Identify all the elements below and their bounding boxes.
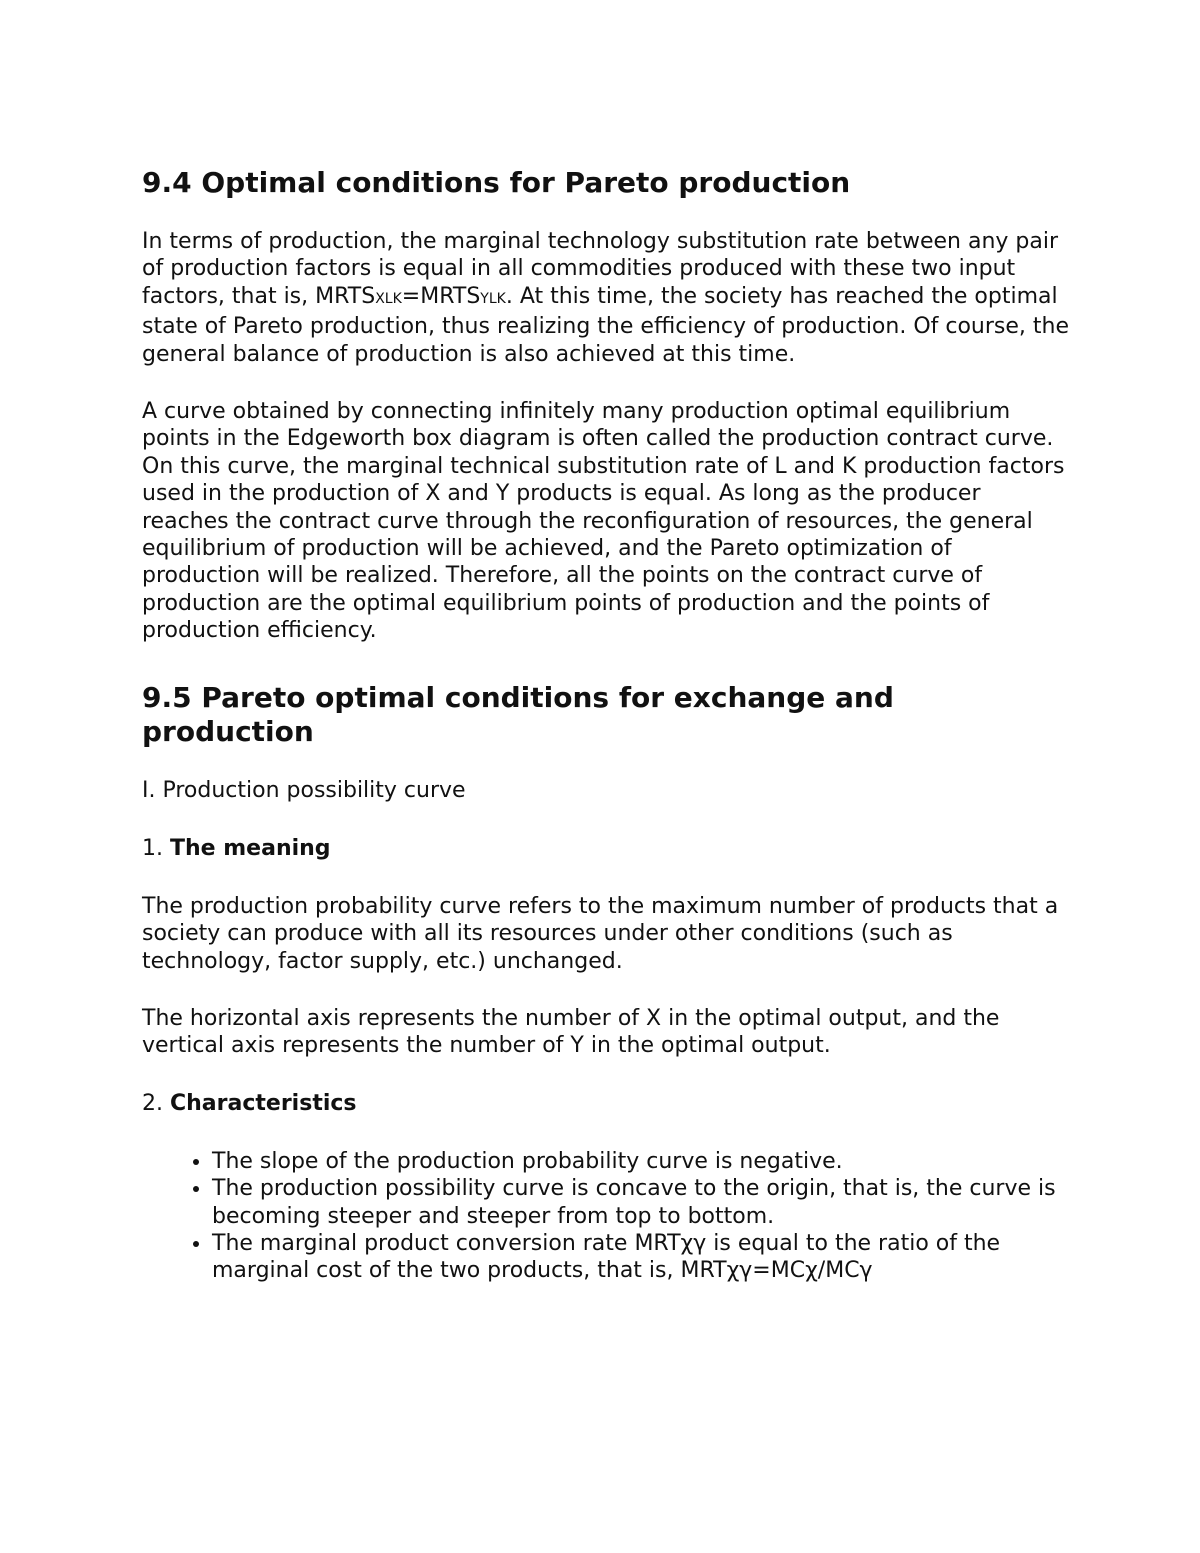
subscript-xlk: XLK — [375, 290, 402, 307]
item-number: 1. — [142, 835, 163, 861]
equals-text: =MRTS — [401, 283, 481, 309]
item-title: Characteristics — [170, 1090, 357, 1116]
item-meaning-heading — [142, 835, 1072, 863]
characteristics-list — [142, 1148, 1072, 1285]
paragraph-production-conditions — [142, 228, 1072, 368]
section-heading-9-4: 9.4 Optimal conditions for Pareto production — [142, 166, 851, 199]
item-title: The meaning — [170, 835, 331, 861]
paragraph-contract-curve: A curve obtained by connecting infinitely many production optimal equilibrium points in the Edgeworth box diagram is often called the production contract curve. On this curve, the marginal technical substitution rate of L and K production factors used in the production of X and Y products is equal. As long as the producer reaches the contract curve through the reconfiguration of resources, the general equilibrium of production will be achieved, and the Pareto optimization of production will be realized. Therefore, all the points on the contract curve of production are the optimal equilibrium points of production and the points of production efficiency. — [142, 399, 1065, 644]
list-item: • The production possibility curve is concave to the origin, that is, the curve is becoming steeper and steeper from top to bottom. — [212, 1175, 1072, 1230]
document-page — [142, 166, 1072, 1285]
list-item: • The marginal product conversion rate MRTχγ is equal to the ratio of the marginal cost of the two products, that is, MRTχγ=MCχ/MCγ — [212, 1230, 1072, 1285]
subscript-ylk: YLK — [480, 290, 506, 307]
paragraph-text: In terms of production, the marginal technology substitution rate between any pair of production factors is equal in all commodities produced with these two input factors, that is, MRTS — [142, 229, 1058, 309]
paragraph-text-cont: . At this time, the society has reached the optimal state of Pareto production, thus realizing the efficiency of production. Of course, the general balance of production is also achieved at this time. — [142, 283, 1070, 367]
subheading-production-possibility: I. Production possibility curve — [142, 777, 466, 803]
list-item: • The slope of the production probability curve is negative. — [212, 1148, 1072, 1175]
paragraph-meaning-1: The production probability curve refers to the maximum number of products that a society can produce with all its resources under other conditions (such as technology, factor supply, etc.) unchanged. — [142, 893, 1059, 974]
paragraph-meaning-2: The horizontal axis represents the number of X in the optimal output, and the vertical axis represents the number of Y in the optimal output. — [142, 1005, 1000, 1059]
section-heading-9-5: 9.5 Pareto optimal conditions for exchange and production — [142, 680, 894, 748]
item-number: 2. — [142, 1090, 163, 1116]
item-characteristics-heading — [142, 1090, 1072, 1118]
